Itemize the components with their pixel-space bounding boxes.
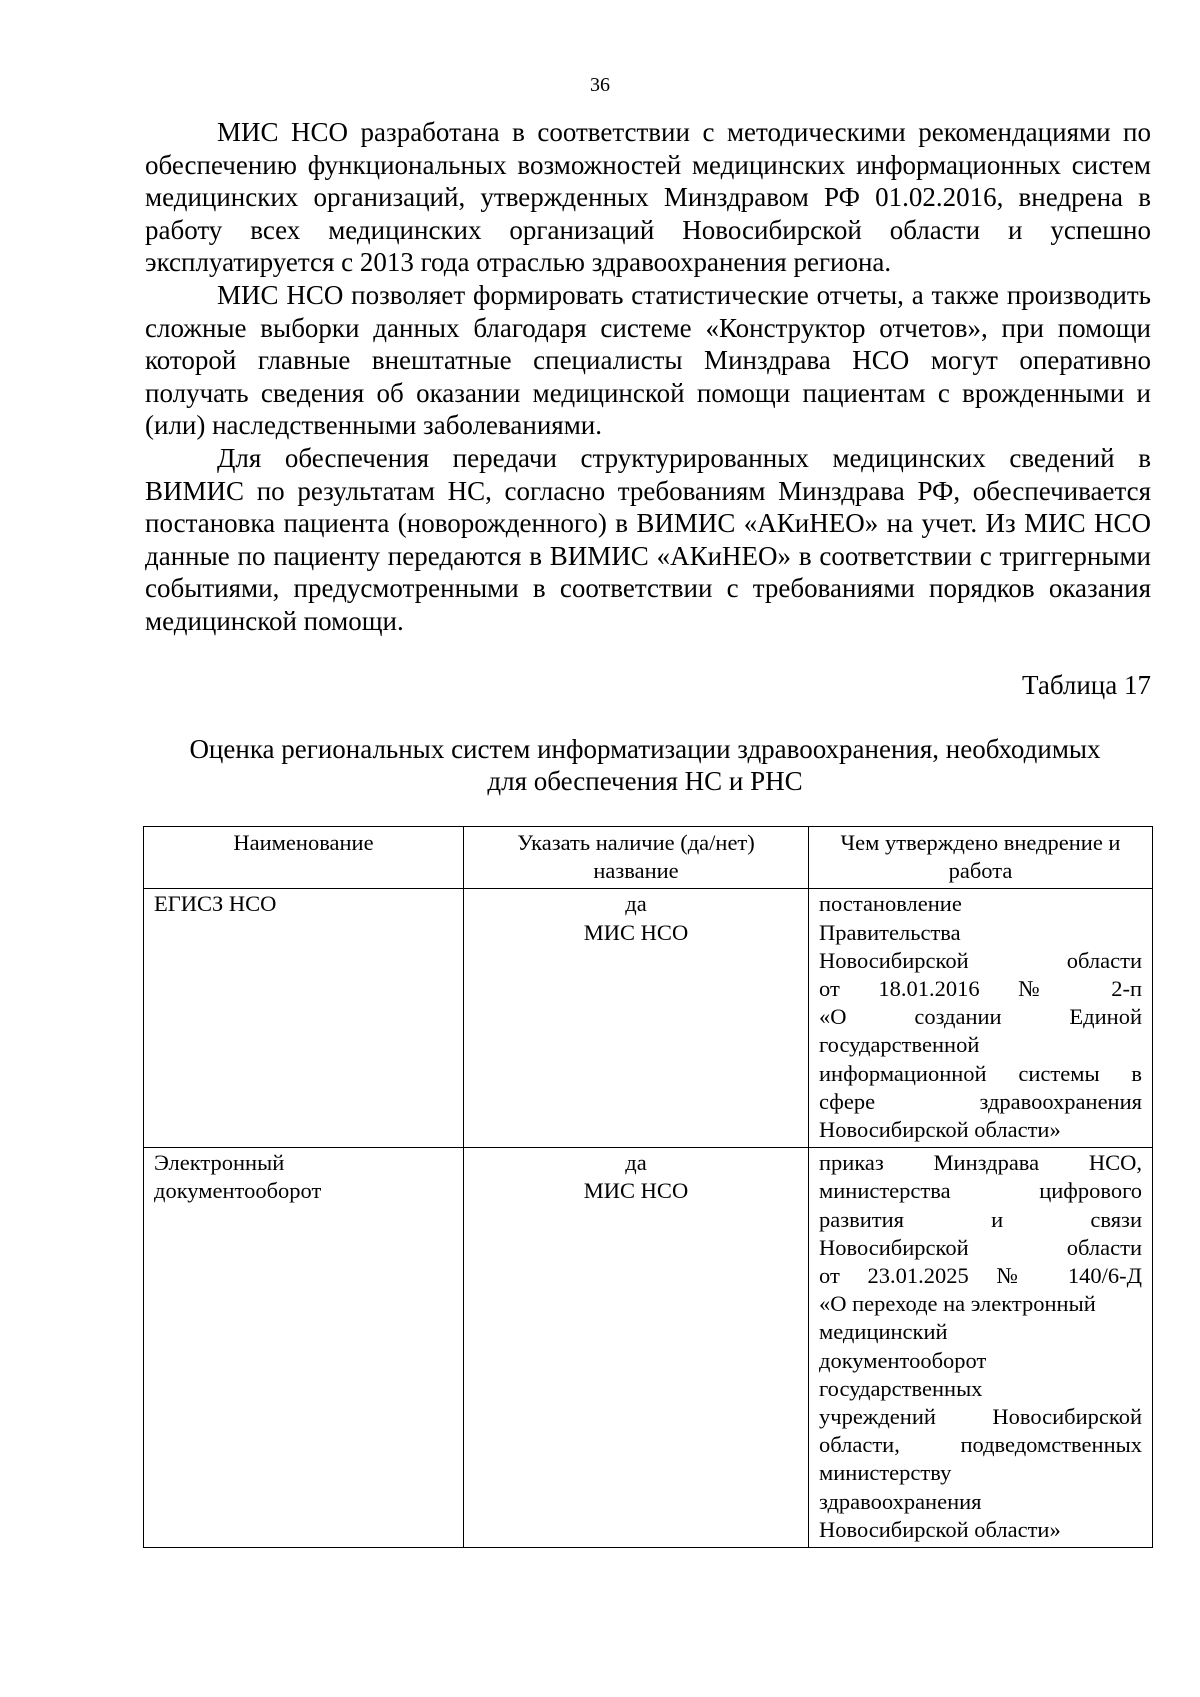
table-row (144, 889, 1153, 1148)
basis-line: Новосибирской области (819, 947, 1142, 973)
basis-line: учреждений Новосибирской (819, 1404, 1142, 1430)
basis-line: здравоохранения (819, 1488, 982, 1514)
cell-presence (464, 889, 809, 1148)
header-basis: Чем утверждено внедрение и работа (809, 827, 1153, 889)
presence-value: да (625, 891, 647, 917)
header-presence: Указать наличие (да/нет) название (464, 827, 809, 889)
basis-line: государственных (819, 1375, 983, 1401)
body-text (145, 116, 1151, 638)
basis-line: сфере здравоохранения (819, 1088, 1142, 1114)
paragraph: МИС НСО позволяет формировать статистические отчеты, а также производить сложные выборки данных благодаря системе «Конструктор отчетов», при помощи которой главные внештатные специалисты Минздрава НСО могут оперативно получать сведения об оказании медицинской помощи пациентам с врожденными и (или) наследственными заболеваниями. (145, 279, 1151, 441)
basis-line: документооборот (819, 1347, 987, 1373)
cell-name: Электронный документооборот (144, 1148, 464, 1548)
basis-line: Новосибирской области» (819, 1516, 1061, 1542)
basis-line: развития и связи (819, 1206, 1142, 1232)
basis-line: «О переходе на электронный (819, 1291, 1096, 1317)
table-row (144, 1148, 1153, 1548)
cell-presence (464, 1148, 809, 1548)
table-caption: Таблица 17 (1022, 670, 1151, 700)
basis-line: Новосибирской области (819, 1234, 1142, 1260)
basis-line: от 18.01.2016 № 2-п (819, 976, 1142, 1002)
table-title-line: для обеспечения НС и РНС (487, 766, 803, 796)
page-number: 36 (590, 74, 610, 96)
table-title (120, 733, 1170, 797)
basis-line: государственной (819, 1032, 980, 1058)
system-value: МИС НСО (583, 919, 689, 945)
basis-line: медицинский (819, 1319, 948, 1345)
cell-basis (809, 1148, 1153, 1548)
header-name: Наименование (144, 827, 464, 889)
paragraph: МИС НСО разработана в соответствии с методическими рекомендациями по обеспечению функциональных возможностей медицинских информационных систем медицинских организаций, утвержденных Минздравом РФ 01.02.2016, внедрена в работу всех медицинских организаций Новосибирской области и успешно эксплуатируется с 2013 года отраслью здравоохранения региона. (145, 117, 1151, 278)
basis-line: приказ Минздрава НСО, (819, 1150, 1142, 1176)
basis-line: постановление (819, 891, 962, 917)
cell-name: ЕГИСЗ НСО (144, 889, 464, 1148)
basis-line: информационной системы в (819, 1060, 1142, 1086)
table-header-row (144, 827, 1153, 889)
basis-line: министерства цифрового (819, 1178, 1142, 1204)
basis-line: области, подведомственных (819, 1432, 1142, 1458)
basis-line: «О создании Единой (819, 1004, 1142, 1030)
basis-line: Правительства (819, 919, 961, 945)
basis-line: Новосибирской области» (819, 1117, 1061, 1143)
system-value: МИС НСО (583, 1178, 689, 1204)
table-title-line: Оценка региональных систем информатизации здравоохранения, необходимых (189, 734, 1101, 764)
paragraph: Для обеспечения передачи структурированных медицинских сведений в ВИМИС по результатам НС, согласно требованиям Минздрава РФ, обеспечивается постановка пациента (новорожденного) в ВИМИС «АКиНЕО» на учет. Из МИС НСО данные по пациенту передаются в ВИМИС «АКиНЕО» в соответствии с триггерными событиями, предусмотренными в соответствии с требованиями порядков оказания медицинской помощи. (145, 442, 1151, 636)
cell-basis (809, 889, 1153, 1148)
systems-table (143, 826, 1153, 1548)
presence-value: да (625, 1150, 647, 1176)
basis-line: от 23.01.2025 № 140/6-Д (819, 1263, 1142, 1289)
basis-line: министерству (819, 1460, 952, 1486)
